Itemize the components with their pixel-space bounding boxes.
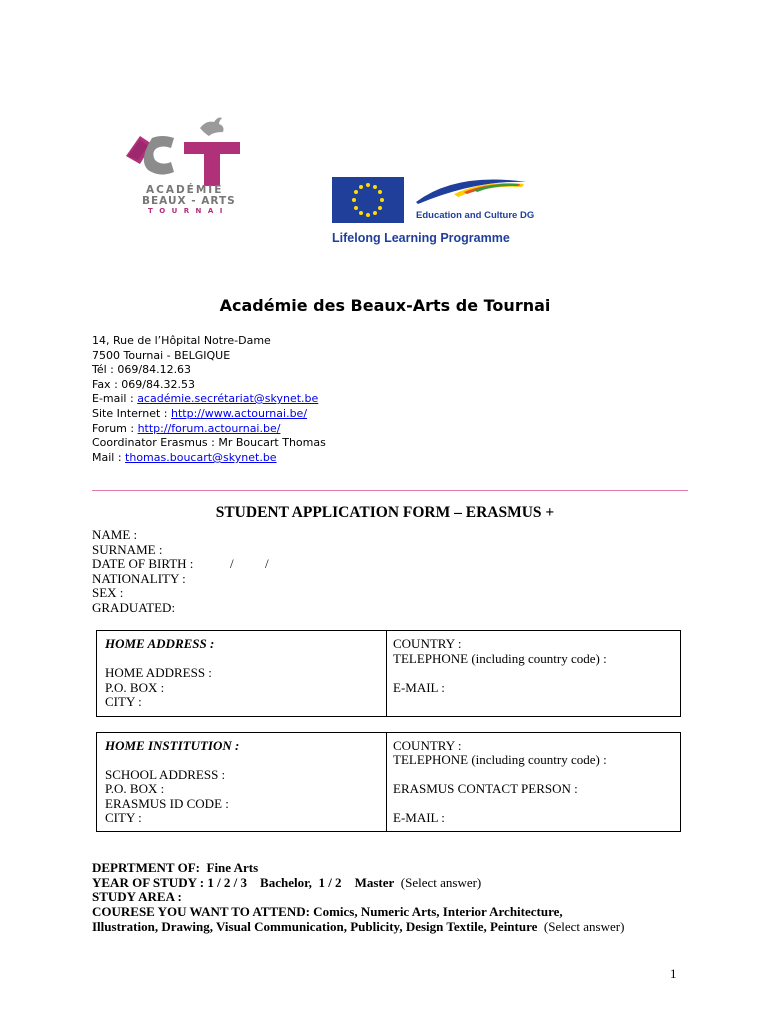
nationality-field-label: NATIONALITY : [92,571,186,586]
institution-po-box-field: P.O. BOX : [105,781,165,796]
home-institution-heading: HOME INSTITUTION : [105,738,240,753]
address-line2: 7500 Tournai - BELGIQUE [92,349,231,362]
institution-email-field: E-MAIL : [393,810,445,825]
course-line2: Illustration, Drawing, Visual Communication, Publicity, Design Textile, Peinture [92,919,538,934]
act-line-tournai: T O U R N A I [148,207,225,215]
home-country-field: COUNTRY : [393,636,462,651]
home-institution-left-cell [97,733,387,831]
act-line-beaux-arts: BEAUX - ARTS [142,195,236,207]
select-answer-hint-2: (Select answer) [543,919,625,934]
address-line1: 14, Rue de l’Hôpital Notre-Dame [92,334,271,347]
form-title: STUDENT APPLICATION FORM – ERASMUS + [215,504,555,521]
eu-flag-icon [332,177,404,223]
forum-label: Forum : [92,422,138,435]
erasmus-contact-field: ERASMUS CONTACT PERSON : [393,781,578,796]
eu-dg-text: Education and Culture DG [416,210,535,221]
forum-link[interactable]: http://forum.actournai.be/ [137,422,281,435]
mail-link[interactable]: thomas.boucart@skynet.be [125,451,277,464]
graduated-field-label: GRADUATED: [92,600,176,615]
email-line [92,392,318,407]
institution-city-field: CITY : [105,810,142,825]
sex-field-label: SEX : [92,585,124,600]
home-city-field: CITY : [105,694,142,709]
master-option[interactable]: Master [354,875,395,890]
course-line1: COURESE YOU WANT TO ATTEND: Comics, Numeric Arts, Interior Architecture, [92,904,563,919]
email-link[interactable]: académie.secrétariat@skynet.be [137,392,319,405]
erasmus-id-field: ERASMUS ID CODE : [105,796,229,811]
department-value: Fine Arts [206,860,259,875]
act-line-academie: ACADÉMIE [146,184,224,196]
home-address-right-cell [387,631,680,716]
select-answer-hint: (Select answer) [400,875,482,890]
eu-lifelong-learning-logo [330,172,535,252]
home-address-field: HOME ADDRESS : [105,665,212,680]
bachelor-option[interactable]: Bachelor, [260,875,312,890]
eu-swoosh-icon [414,178,534,208]
department-line [92,861,258,876]
act-logo-graphic [118,116,248,186]
institution-telephone-field: TELEPHONE (including country code) : [393,752,607,767]
eu-stars [332,177,404,223]
name-field-label: NAME : [92,527,138,542]
surname-field-label: SURNAME : [92,542,163,557]
master-years[interactable]: 1 / 2 [318,875,342,890]
year-label: YEAR OF STUDY : 1 / 2 / 3 [92,875,248,890]
forum-line [92,422,280,437]
telephone-line: Tél : 069/84.12.63 [92,363,192,376]
study-area-label: STUDY AREA : [92,889,182,904]
home-email-field: E-MAIL : [393,680,445,695]
dob-separator: / [265,556,269,571]
eu-programme-text: Lifelong Learning Programme [332,231,510,245]
school-address-field: SCHOOL ADDRESS : [105,767,226,782]
coordinator-line: Coordinator Erasmus : Mr Boucart Thomas [92,436,326,449]
site-link[interactable]: http://www.actournai.be/ [171,407,308,420]
home-address-table [96,630,681,717]
home-institution-table [96,732,681,832]
divider-rule [92,490,688,491]
dob-separator: / [230,556,234,571]
page-number: 1 [670,966,677,981]
email-label: E-mail : [92,392,138,405]
mail-line [92,451,277,466]
department-label: DEPRTMENT OF: [92,860,200,875]
dob-field-label: DATE OF BIRTH : [92,556,194,571]
institution-title: Académie des Beaux-Arts de Tournai [219,296,551,315]
home-institution-right-cell [387,733,680,831]
home-po-box-field: P.O. BOX : [105,680,165,695]
home-address-heading: HOME ADDRESS : [105,636,215,651]
site-label: Site Internet : [92,407,171,420]
course-line2-wrap [92,920,624,935]
home-address-left-cell [97,631,387,716]
institution-country-field: COUNTRY : [393,738,462,753]
academie-logo [118,116,248,216]
mail-label: Mail : [92,451,126,464]
site-line [92,407,307,422]
home-telephone-field: TELEPHONE (including country code) : [393,651,607,666]
fax-line: Fax : 069/84.32.53 [92,378,195,391]
